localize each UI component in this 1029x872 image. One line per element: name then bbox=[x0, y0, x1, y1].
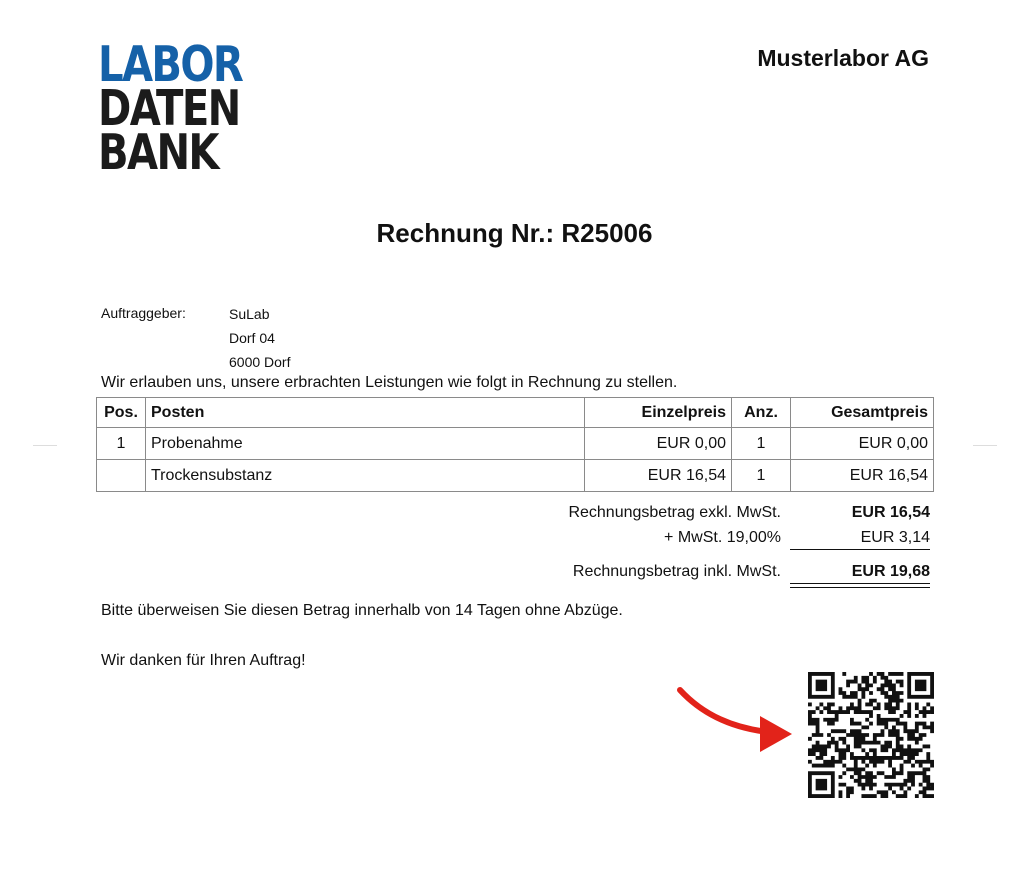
page-edge-mark-right bbox=[973, 445, 997, 446]
cell-pos: 1 bbox=[97, 428, 146, 460]
intro-text: Wir erlauben uns, unsere erbrachten Leistungen wie folgt in Rechnung zu stellen. bbox=[101, 374, 678, 391]
header-gesamtpreis: Gesamtpreis bbox=[791, 398, 934, 428]
table-header-row bbox=[97, 398, 934, 428]
client-street: Dorf 04 bbox=[229, 330, 275, 346]
payment-note: Bitte überweisen Sie diesen Betrag innerhalb von 14 Tagen ohne Abzüge. bbox=[101, 602, 623, 619]
cell-anz: 1 bbox=[732, 460, 791, 492]
total-rule-lower bbox=[790, 587, 930, 588]
page-edge-mark-left bbox=[33, 445, 57, 446]
thanks-note: Wir danken für Ihren Auftrag! bbox=[101, 652, 306, 669]
cell-einzelpreis: EUR 0,00 bbox=[585, 428, 732, 460]
client-label: Auftraggeber: bbox=[101, 305, 186, 321]
header-pos: Pos. bbox=[97, 398, 146, 428]
net-total-value: EUR 16,54 bbox=[851, 504, 930, 521]
logo-line-2: DATEN bbox=[98, 80, 240, 137]
total-rule-upper bbox=[790, 583, 930, 584]
table-row bbox=[97, 428, 934, 460]
client-address bbox=[229, 302, 290, 374]
cell-gesamtpreis: EUR 0,00 bbox=[791, 428, 934, 460]
company-logo bbox=[98, 36, 248, 181]
client-name: SuLab bbox=[229, 306, 270, 322]
cell-gesamtpreis: EUR 16,54 bbox=[791, 460, 934, 492]
invoice-items-table bbox=[96, 397, 934, 492]
gross-total-label: Rechnungsbetrag inkl. MwSt. bbox=[572, 563, 781, 580]
cell-posten: Probenahme bbox=[146, 428, 585, 460]
qr-code bbox=[808, 672, 934, 798]
cell-posten: Trockensubstanz bbox=[146, 460, 585, 492]
cell-pos bbox=[97, 460, 146, 492]
header-einzelpreis: Einzelpreis bbox=[585, 398, 732, 428]
header-posten: Posten bbox=[146, 398, 585, 428]
company-name: Musterlabor AG bbox=[757, 45, 929, 71]
logo-line-3: BANK bbox=[98, 124, 218, 181]
header-anz: Anz. bbox=[732, 398, 791, 428]
red-arrow-icon bbox=[676, 682, 796, 757]
table-row bbox=[97, 460, 934, 492]
subtotal-rule bbox=[790, 549, 930, 550]
cell-einzelpreis: EUR 16,54 bbox=[585, 460, 732, 492]
gross-total-value: EUR 19,68 bbox=[851, 563, 930, 580]
logo-line-1: LABOR bbox=[98, 36, 243, 93]
cell-anz: 1 bbox=[732, 428, 791, 460]
client-city: 6000 Dorf bbox=[229, 354, 291, 370]
vat-value: EUR 3,14 bbox=[860, 529, 930, 546]
net-total-label: Rechnungsbetrag exkl. MwSt. bbox=[568, 504, 781, 521]
vat-label: + MwSt. 19,00% bbox=[664, 529, 781, 546]
invoice-title: Rechnung Nr.: R25006 bbox=[376, 218, 653, 248]
